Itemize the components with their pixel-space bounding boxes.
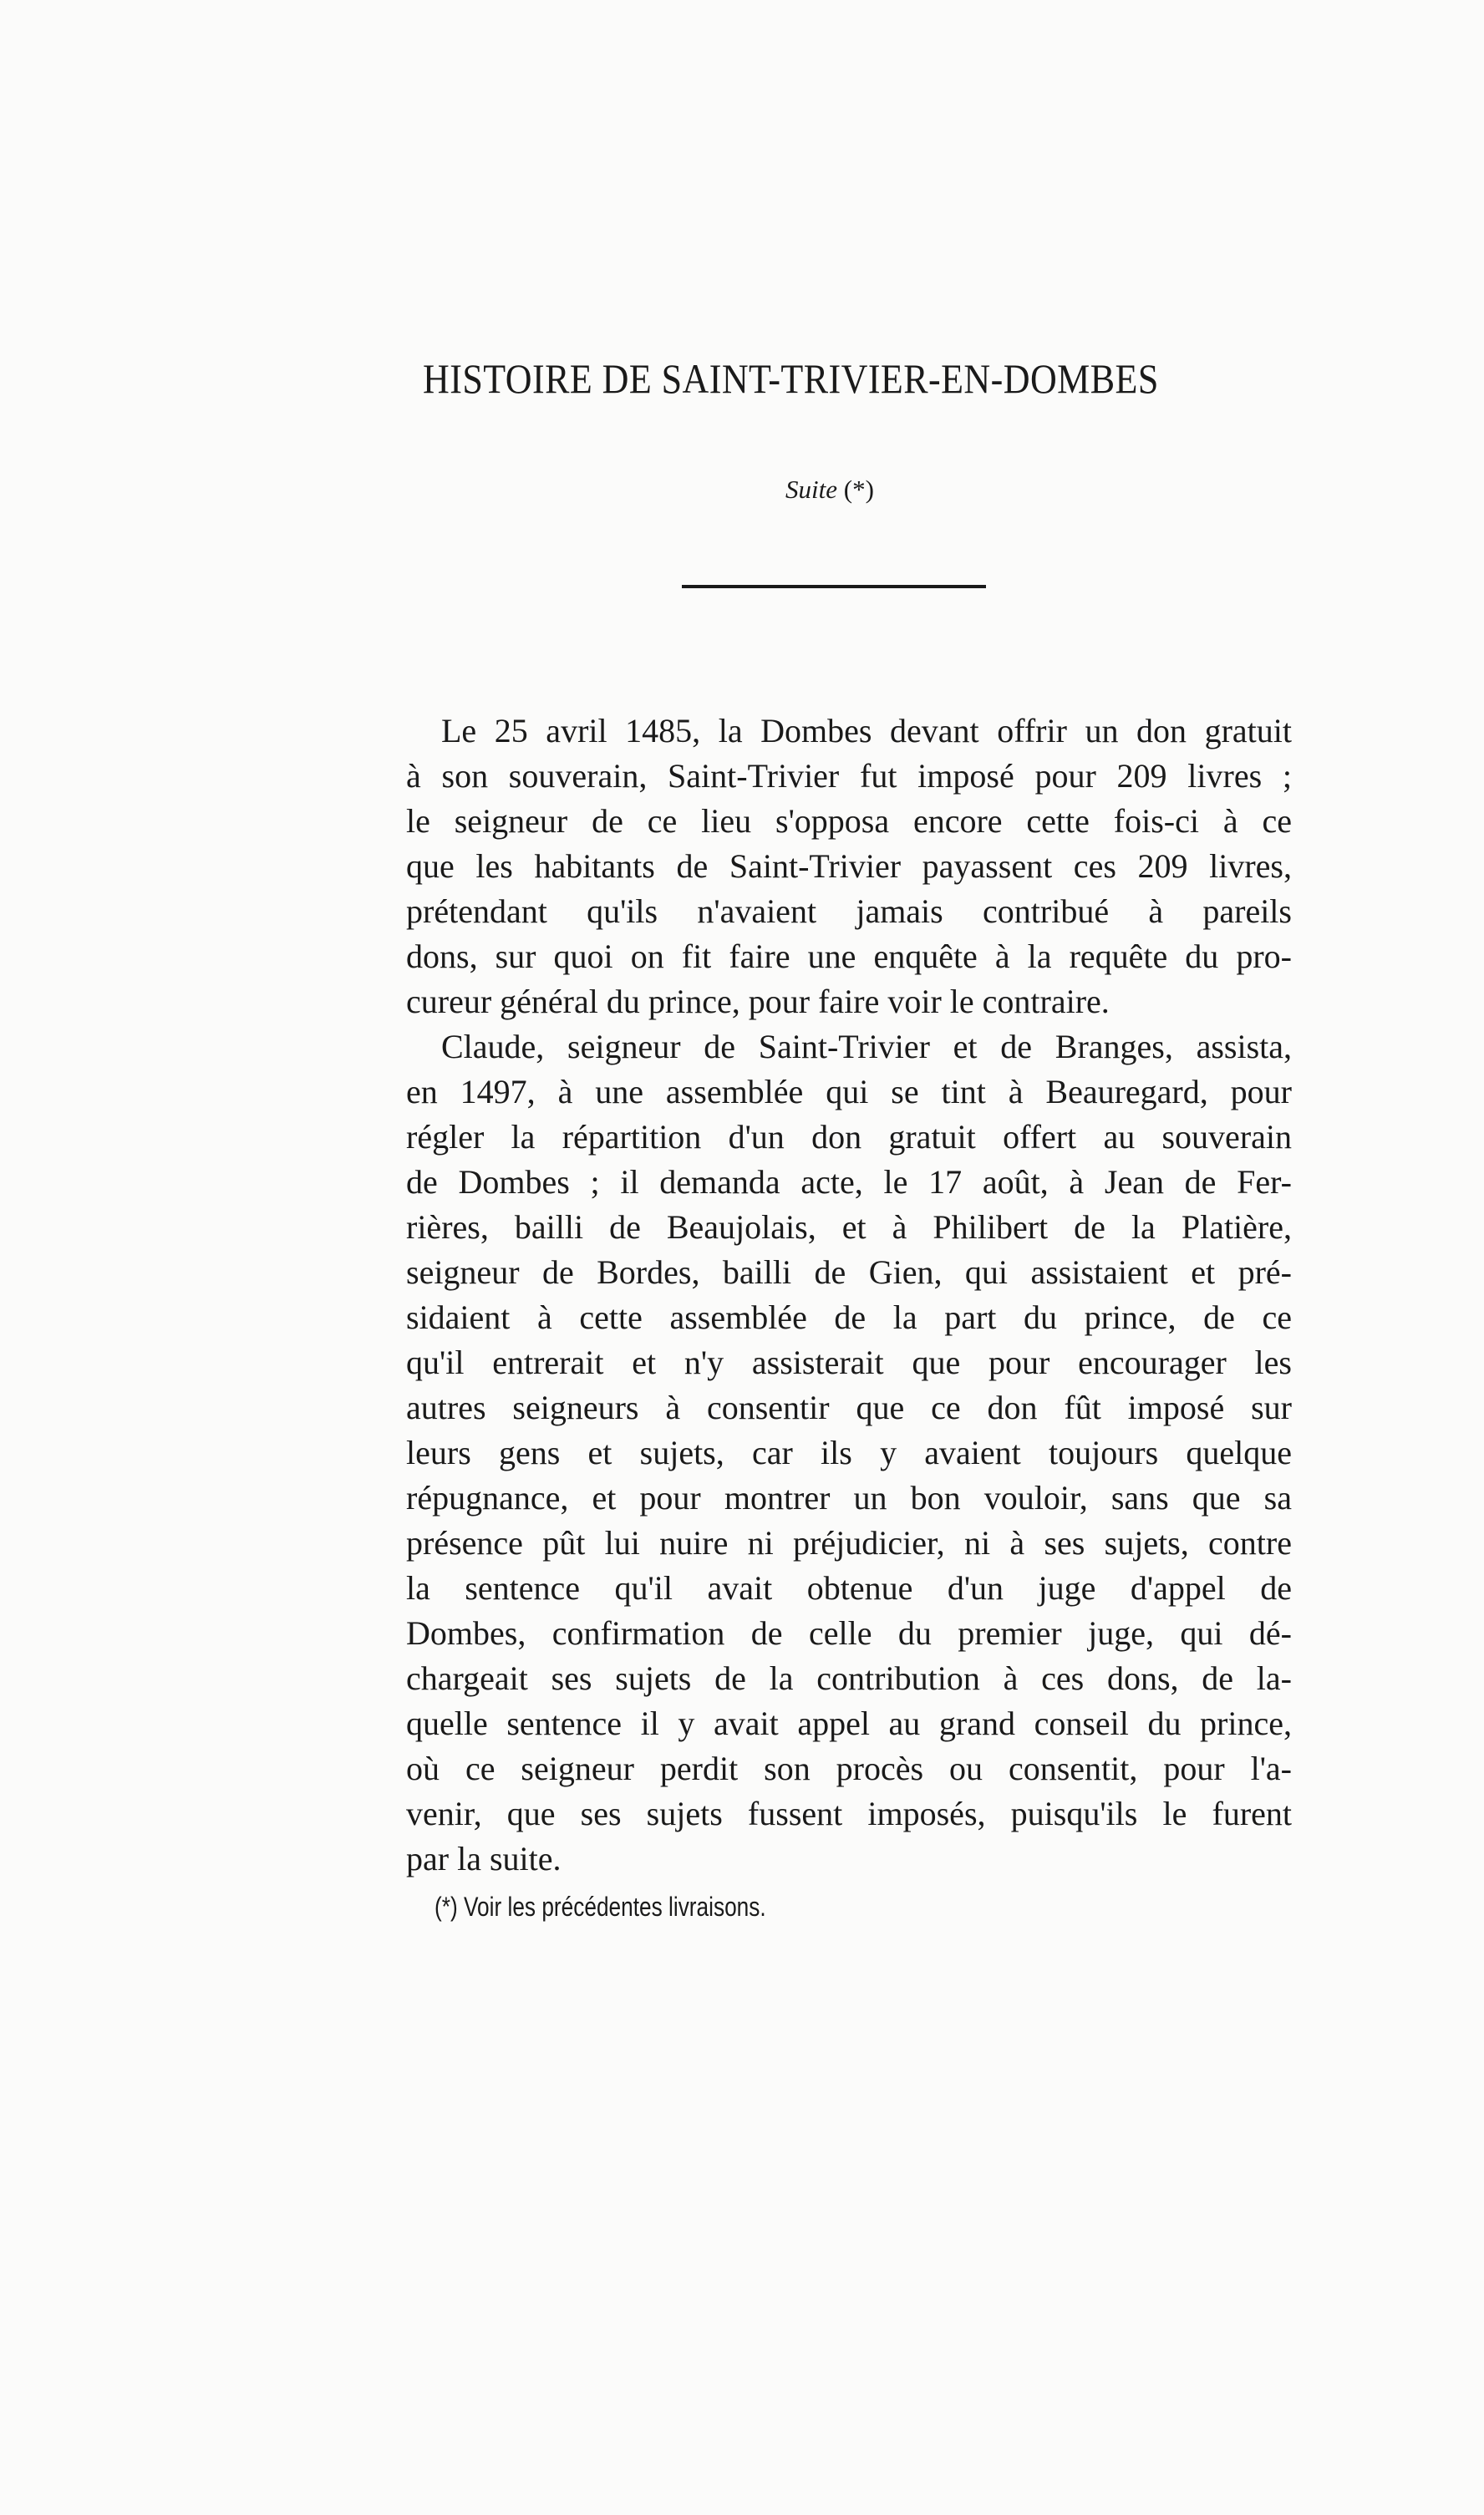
text-line: autres seigneurs à consentir que ce don fût imposé sur xyxy=(406,1389,1292,1426)
text-line: Dombes, confirmation de celle du premier juge, qui dé- xyxy=(406,1614,1292,1652)
text-line: que les habitants de Saint-Trivier payassent ces 209 livres, xyxy=(406,847,1292,885)
text-line: leurs gens et sujets, car ils y avaient toujours quelque xyxy=(406,1434,1292,1471)
text-line: sidaient à cette assemblée de la part du prince, de ce xyxy=(406,1298,1292,1336)
text-line: venir, que ses sujets fussent imposés, puisqu'ils le furent xyxy=(406,1795,1292,1832)
text-line: chargeait ses sujets de la contribution à ces dons, de la- xyxy=(406,1659,1292,1697)
text-line: régler la répartition d'un don gratuit offert au souverain xyxy=(406,1118,1292,1156)
text-line: qu'il entrerait et n'y assisterait que pour encourager les xyxy=(406,1344,1292,1381)
text-line: Claude, seigneur de Saint-Trivier et de Branges, assista, xyxy=(441,1028,1292,1065)
text-line: présence pût lui nuire ni préjudicier, ni à ses sujets, contre xyxy=(406,1524,1292,1562)
subtitle-text: Suite xyxy=(785,475,837,504)
text-line: quelle sentence il y avait appel au grand conseil du prince, xyxy=(406,1705,1292,1742)
text-line: à son souverain, Saint-Trivier fut imposé pour 209 livres ; xyxy=(406,757,1292,795)
text-line: cureur général du prince, pour faire voir le contraire. xyxy=(406,983,1110,1020)
text-line: par la suite. xyxy=(406,1840,562,1877)
text-line: en 1497, à une assemblée qui se tint à Beauregard, pour xyxy=(406,1073,1292,1110)
text-line: où ce seigneur perdit son procès ou consentit, pour l'a- xyxy=(406,1750,1292,1787)
footnote: (*) Voir les précédentes livraisons. xyxy=(435,1892,766,1922)
text-line: répugnance, et pour montrer un bon vouloir, sans que sa xyxy=(406,1479,1292,1517)
text-line: la sentence qu'il avait obtenue d'un juge d'appel de xyxy=(406,1569,1292,1607)
footnote-marker: (*) xyxy=(843,475,874,504)
text-line: prétendant qu'ils n'avaient jamais contribué à pareils xyxy=(406,892,1292,930)
paragraph-1 xyxy=(406,709,1292,1024)
text-line: rières, bailli de Beaujolais, et à Philibert de la Platière, xyxy=(406,1208,1292,1246)
text-line: de Dombes ; il demanda acte, le 17 août, à Jean de Fer- xyxy=(406,1163,1292,1201)
text-line: dons, sur quoi on fit faire une enquête à la requête du pro- xyxy=(406,937,1292,975)
article-title: HISTOIRE DE SAINT-TRIVIER-EN-DOMBES xyxy=(423,355,1159,402)
text-line: seigneur de Bordes, bailli de Gien, qui assistaient et pré- xyxy=(406,1253,1292,1291)
paragraph-2 xyxy=(406,1024,1292,1882)
article-subtitle xyxy=(785,475,874,505)
text-line: Le 25 avril 1485, la Dombes devant offrir un don gratuit xyxy=(441,712,1292,749)
text-line: le seigneur de ce lieu s'opposa encore cette fois-ci à ce xyxy=(406,802,1292,840)
article-body xyxy=(406,709,1292,1882)
title-divider xyxy=(682,585,986,588)
